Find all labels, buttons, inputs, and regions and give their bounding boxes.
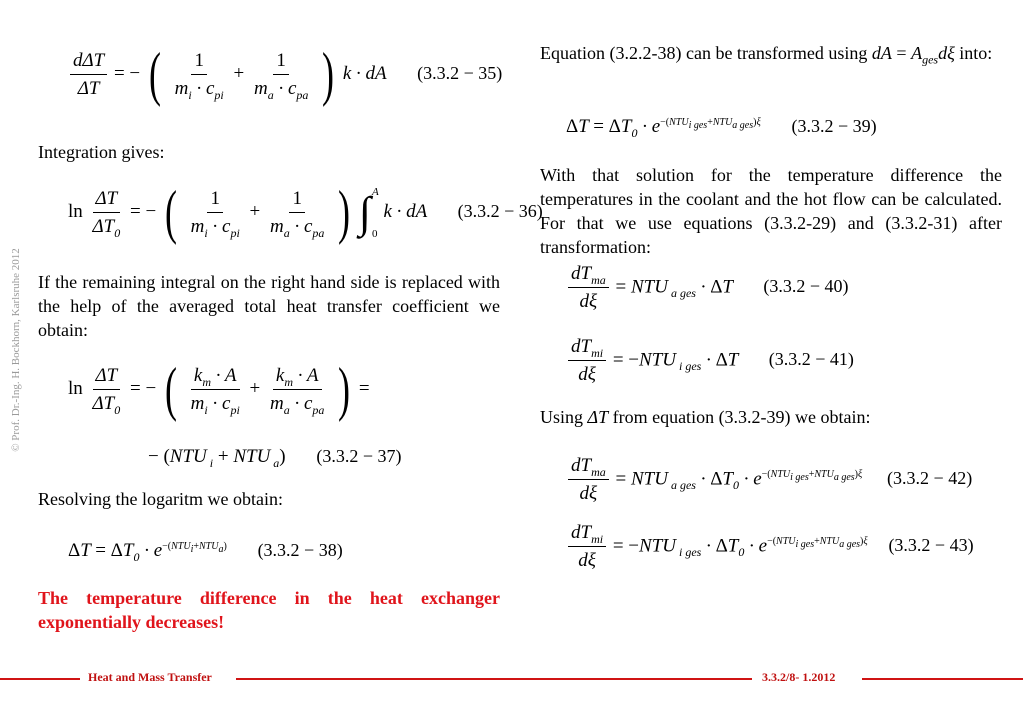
integral-replacement-text: If the remaining integral on the right hand side is replaced with the help of the averaged total heat transfer coefficient we obtain: <box>38 272 500 340</box>
using-text-a: Using <box>540 407 584 427</box>
equation-number: (3.3.2 − 38) <box>257 540 343 560</box>
using-text: Using ΔT from equation (3.3.2-39) we obtain: <box>540 407 871 427</box>
copyright-notice: © Prof. Dr.-Ing. H. Bockhorn, Karlsruhe 2012 <box>10 248 22 452</box>
footer-rule-right <box>862 678 1023 680</box>
transform-text: Equation (3.2.2-38) can be transformed using dA = $A_{ges}d\xi$ into: <box>540 43 993 67</box>
equation-number: (3.3.2 − 37) <box>316 446 402 466</box>
equation-3-3-2-41: $\frac{dT_{mi}}{d\xi}$ = −NTU $_{i ges}$ · ΔT (3.3.2 − 41) <box>566 336 854 386</box>
equation-number: (3.3.2 − 42) <box>887 468 973 489</box>
equation-number: (3.3.2 − 43) <box>888 535 974 556</box>
equation-number: (3.3.2 − 39) <box>791 116 877 136</box>
equation-3-3-2-42: $\frac{dT_{ma}}{d\xi}$ = NTU $_{a ges} \cdot \Delta T_0 \cdot e^{-(NTU_{i ges}+NTU_{a ges})\xi}$ (3.3.2 − 42) <box>566 455 972 505</box>
footer-page-number: 3.3.2/8- 1.2012 <box>762 670 836 684</box>
equation-3-3-2-35: $\frac{\text{dΔT}}{\Delta T}$ = − ( $\frac{1}{m_i \cdot c_{pi}}$ + $\frac{1}{m_a \cdot c_{pa}}$ ) k · dA (3.3.2 − 35) <box>68 40 502 109</box>
equation-number: (3.3.2 − 35) <box>417 62 503 83</box>
equation-number: (3.3.2 − 40) <box>763 276 849 297</box>
using-text-b: from equation (3.3.2-39) we obtain: <box>612 407 871 427</box>
solution-text: With that solution for the temperature difference the temperatures in the coolant and the hot flow can be calculated. For that we use equations (3.3.2-29) and (3.3.2-31) after transformation: <box>540 165 1002 257</box>
integration-text: Integration gives: <box>38 142 165 162</box>
equation-3-3-2-36: ln $\frac{\Delta T}{\Delta T_0}$ = − ( $\frac{1}{m_i \cdot c_{pi}}$ + $\frac{1}{m_a \cdot c_{pa}}$ ) ∫ A 0 k · dA (3.3.2 − 36) <box>68 179 543 245</box>
footer-rule-left <box>0 678 80 680</box>
resolving-text: Resolving the logaritm we obtain: <box>38 489 283 509</box>
equation-3-3-2-37-line1: ln $\frac{\Delta T}{\Delta T_0}$ = − ( $\frac{k_m \cdot A}{m_i \cdot c_{pi}}$ + $\frac{k_m \cdot A}{m_a \cdot c_{pa}}$ ) = <box>68 356 370 422</box>
equation-number: (3.3.2 − 41) <box>768 349 854 370</box>
equation-3-3-2-40: $\frac{dT_{ma}}{d\xi}$ = NTU $_{a ges}$ · ΔT (3.3.2 − 40) <box>566 263 849 313</box>
equation-3-3-2-37-line2: − (NTU $_i$ + NTU $_a$) (3.3.2 − 37) <box>148 446 402 470</box>
footer-course-title: Heat and Mass Transfer <box>88 670 212 684</box>
equation-number: (3.3.2 − 36) <box>457 200 543 221</box>
equation-3-3-2-38: $\Delta T = \Delta T_0 \cdot e^{-(NTU_i+NTU_a)}$ (3.3.2 − 38) <box>68 540 343 564</box>
footer-rule-middle <box>236 678 752 680</box>
transform-text-into: into: <box>959 43 993 63</box>
conclusion-text: The temperature difference in the heat exchanger exponentially decreases! <box>38 588 500 632</box>
equation-3-3-2-39: $\Delta T = \Delta T_0 \cdot e^{-(NTU_{i ges}+NTU_{a ges})\xi}$ (3.3.2 − 39) <box>566 116 877 140</box>
transform-text-main: Equation (3.2.2-38) can be transformed using <box>540 43 868 63</box>
equation-3-3-2-43: $\frac{dT_{mi}}{d\xi}$ = −NTU $_{i ges} \cdot \Delta T_0 \cdot e^{-(NTU_{i ges}+NTU_{a ges})\xi}$ (3.3.2 − 43) <box>566 522 974 572</box>
